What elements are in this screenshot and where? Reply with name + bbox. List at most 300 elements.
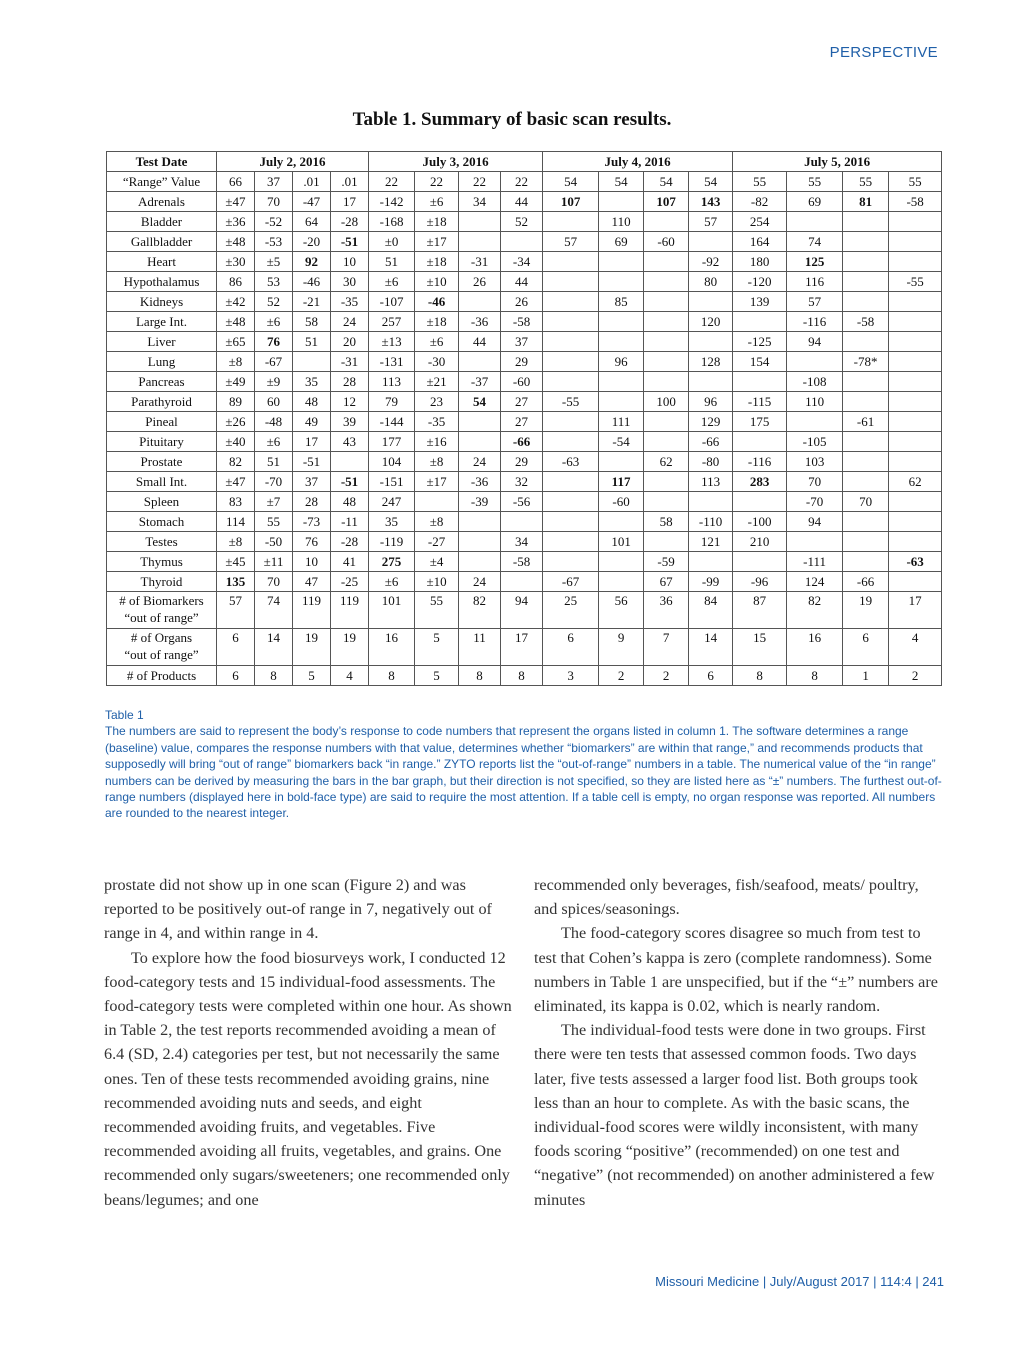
score-cell: 37 <box>501 332 543 352</box>
score-cell <box>644 412 689 432</box>
summary-cell: 82 <box>459 592 501 629</box>
summary-label <box>107 629 217 666</box>
score-cell: 283 <box>733 472 787 492</box>
score-cell <box>599 392 644 412</box>
organ-label: Liver <box>107 332 217 352</box>
range-cell: 54 <box>689 172 733 192</box>
summary-cell: 11 <box>459 629 501 666</box>
score-cell: 110 <box>599 212 644 232</box>
summary-cell: 14 <box>689 629 733 666</box>
score-cell <box>644 492 689 512</box>
score-cell: -70 <box>787 492 843 512</box>
score-cell: -110 <box>689 512 733 532</box>
score-cell: -63 <box>889 552 942 572</box>
organ-label: Hypothalamus <box>107 272 217 292</box>
score-cell: 254 <box>733 212 787 232</box>
score-cell: 101 <box>599 532 644 552</box>
score-cell <box>599 252 644 272</box>
score-cell <box>459 212 501 232</box>
summary-label-line: # of Products <box>126 668 197 683</box>
caption-text: The numbers are said to represent the body’s response to code numbers that represent the organs listed in column 1. The software determines a range (baseline) value, compares the response numbers with that value, determines whether “biomarkers” are within that range,” and recommends products that supposedly will bring “out of range” biomarkers back “in range.” ZYTO reports list the “out-of-range” numbers in a table. The numerical value of the “in range” numbers can be derived by measuring the bars in the bar graph, but their direction is not specified, so they are listed here as “±” numbers. The furthest out-of-range numbers (displayed here in bold-face type) are said to require the most attention. If a table cell is empty, no organ response was reported. All numbers are rounded to the nearest integer. <box>105 724 942 821</box>
score-cell: -55 <box>889 272 942 292</box>
organ-row <box>107 232 942 252</box>
score-cell <box>543 532 599 552</box>
score-cell: 57 <box>787 292 843 312</box>
score-cell <box>889 312 942 332</box>
score-cell: 29 <box>501 452 543 472</box>
range-cell: 22 <box>415 172 459 192</box>
summary-cell: 87 <box>733 592 787 629</box>
score-cell <box>543 292 599 312</box>
organ-row <box>107 572 942 592</box>
body-column-left <box>104 873 514 1212</box>
summary-cell: 19 <box>293 629 331 666</box>
score-cell <box>889 252 942 272</box>
summary-row <box>107 666 942 686</box>
score-cell: -116 <box>787 312 843 332</box>
score-cell: ±11 <box>255 552 293 572</box>
score-cell <box>331 452 369 472</box>
score-cell <box>689 552 733 572</box>
organ-label: Pancreas <box>107 372 217 392</box>
summary-cell: 17 <box>889 592 942 629</box>
summary-cell: 5 <box>415 629 459 666</box>
summary-cell: 8 <box>501 666 543 686</box>
score-cell: 70 <box>843 492 889 512</box>
score-cell: -67 <box>543 572 599 592</box>
organ-row <box>107 192 942 212</box>
score-cell: 10 <box>331 252 369 272</box>
score-cell: 154 <box>733 352 787 372</box>
score-cell: ±6 <box>255 432 293 452</box>
organ-row <box>107 312 942 332</box>
score-cell: 257 <box>369 312 415 332</box>
score-cell: ±6 <box>369 272 415 292</box>
score-cell: 180 <box>733 252 787 272</box>
organ-row <box>107 412 942 432</box>
score-cell <box>843 532 889 552</box>
score-cell <box>843 472 889 492</box>
score-cell <box>644 372 689 392</box>
score-cell: 107 <box>543 192 599 212</box>
score-cell: -28 <box>331 532 369 552</box>
score-cell: 37 <box>293 472 331 492</box>
score-cell: -46 <box>415 292 459 312</box>
summary-cell: 6 <box>543 629 599 666</box>
score-cell: ±65 <box>217 332 255 352</box>
score-cell: 24 <box>459 452 501 472</box>
summary-cell: 101 <box>369 592 415 629</box>
score-cell <box>543 352 599 372</box>
organ-label: Spleen <box>107 492 217 512</box>
score-cell: ±10 <box>415 572 459 592</box>
score-cell: 80 <box>689 272 733 292</box>
score-cell: 85 <box>599 292 644 312</box>
score-cell <box>459 532 501 552</box>
summary-cell: 2 <box>599 666 644 686</box>
score-cell <box>889 372 942 392</box>
score-cell <box>733 312 787 332</box>
score-cell: ±4 <box>415 552 459 572</box>
range-cell: .01 <box>331 172 369 192</box>
organ-label: Gallbladder <box>107 232 217 252</box>
score-cell <box>459 352 501 372</box>
score-cell <box>293 352 331 372</box>
score-cell: 113 <box>689 472 733 492</box>
score-cell: -58 <box>501 552 543 572</box>
score-cell: 24 <box>331 312 369 332</box>
score-cell: ±16 <box>415 432 459 452</box>
summary-cell: 8 <box>255 666 293 686</box>
score-cell: 70 <box>255 572 293 592</box>
score-cell <box>599 192 644 212</box>
summary-cell: 8 <box>369 666 415 686</box>
summary-cell: 36 <box>644 592 689 629</box>
score-cell: -58 <box>889 192 942 212</box>
score-cell: -11 <box>331 512 369 532</box>
score-cell: -54 <box>599 432 644 452</box>
organ-row <box>107 352 942 372</box>
score-cell <box>843 372 889 392</box>
score-cell: 70 <box>255 192 293 212</box>
test-date-label: Test Date <box>107 152 217 172</box>
summary-cell: 2 <box>889 666 942 686</box>
score-cell: 17 <box>293 432 331 452</box>
range-cell: 54 <box>599 172 644 192</box>
score-cell: ±6 <box>369 572 415 592</box>
score-cell <box>644 532 689 552</box>
summary-label-line: “out of range” <box>124 610 199 625</box>
score-cell <box>889 392 942 412</box>
score-cell: 164 <box>733 232 787 252</box>
range-cell: 54 <box>644 172 689 192</box>
score-cell <box>843 252 889 272</box>
score-cell: -100 <box>733 512 787 532</box>
summary-cell: 119 <box>293 592 331 629</box>
score-cell: -59 <box>644 552 689 572</box>
organ-row <box>107 432 942 452</box>
score-cell: ±48 <box>217 232 255 252</box>
summary-label-line: # of Biomarkers <box>119 593 204 608</box>
score-cell <box>843 332 889 352</box>
score-cell: 83 <box>217 492 255 512</box>
score-cell: 110 <box>787 392 843 412</box>
score-cell <box>459 232 501 252</box>
score-cell <box>543 512 599 532</box>
score-cell: 125 <box>787 252 843 272</box>
score-cell <box>889 352 942 372</box>
score-cell: ±26 <box>217 412 255 432</box>
score-cell: 104 <box>369 452 415 472</box>
score-cell: 51 <box>369 252 415 272</box>
organ-label: Testes <box>107 532 217 552</box>
score-cell: -60 <box>501 372 543 392</box>
footer-citation: Missouri Medicine | July/August 2017 | 114:4 | 241 <box>655 1274 944 1289</box>
summary-label <box>107 592 217 629</box>
score-cell <box>599 272 644 292</box>
score-cell <box>843 272 889 292</box>
score-cell: ±47 <box>217 472 255 492</box>
score-cell: 39 <box>331 412 369 432</box>
range-cell: 55 <box>787 172 843 192</box>
score-cell: ±18 <box>415 312 459 332</box>
score-cell <box>501 572 543 592</box>
score-cell <box>644 212 689 232</box>
score-cell: ±7 <box>255 492 293 512</box>
score-cell: 175 <box>733 412 787 432</box>
score-cell <box>889 332 942 352</box>
organ-label: Thyroid <box>107 572 217 592</box>
score-cell: 121 <box>689 532 733 552</box>
score-cell: 30 <box>331 272 369 292</box>
summary-cell: 6 <box>217 666 255 686</box>
organ-row <box>107 392 942 412</box>
score-cell: ±18 <box>415 212 459 232</box>
score-cell: 48 <box>293 392 331 412</box>
score-cell: 48 <box>331 492 369 512</box>
score-cell: -99 <box>689 572 733 592</box>
summary-cell: 6 <box>843 629 889 666</box>
score-cell: -39 <box>459 492 501 512</box>
score-cell: 52 <box>501 212 543 232</box>
score-cell <box>843 552 889 572</box>
organ-label: Stomach <box>107 512 217 532</box>
score-cell: 76 <box>293 532 331 552</box>
score-cell: -31 <box>331 352 369 372</box>
summary-cell: 5 <box>293 666 331 686</box>
score-cell: 51 <box>293 332 331 352</box>
score-cell: ±17 <box>415 472 459 492</box>
organ-row <box>107 292 942 312</box>
score-cell: -144 <box>369 412 415 432</box>
score-cell <box>543 472 599 492</box>
organ-row <box>107 372 942 392</box>
summary-cell: 8 <box>459 666 501 686</box>
summary-cell: 82 <box>787 592 843 629</box>
score-cell: 24 <box>459 572 501 592</box>
score-cell <box>889 292 942 312</box>
score-cell: 29 <box>501 352 543 372</box>
date-header: July 2, 2016 <box>217 152 369 172</box>
score-cell: -142 <box>369 192 415 212</box>
score-cell: -27 <box>415 532 459 552</box>
score-cell <box>543 492 599 512</box>
score-cell <box>689 332 733 352</box>
score-cell: -80 <box>689 452 733 472</box>
organ-label: Lung <box>107 352 217 372</box>
score-cell: -66 <box>689 432 733 452</box>
score-cell: -67 <box>255 352 293 372</box>
score-cell <box>843 392 889 412</box>
score-cell: ±5 <box>255 252 293 272</box>
score-cell: 35 <box>293 372 331 392</box>
score-cell: 57 <box>543 232 599 252</box>
score-cell <box>889 572 942 592</box>
score-cell: -37 <box>459 372 501 392</box>
section-label: PERSPECTIVE <box>829 44 938 61</box>
score-cell: 20 <box>331 332 369 352</box>
score-cell: -58 <box>501 312 543 332</box>
summary-cell: 6 <box>689 666 733 686</box>
score-cell: -36 <box>459 472 501 492</box>
score-cell: ±13 <box>369 332 415 352</box>
range-cell: 55 <box>889 172 942 192</box>
score-cell: ±30 <box>217 252 255 272</box>
summary-cell: 94 <box>501 592 543 629</box>
score-cell: 100 <box>644 392 689 412</box>
score-cell: 53 <box>255 272 293 292</box>
score-cell <box>543 372 599 392</box>
organ-label: Small Int. <box>107 472 217 492</box>
score-cell: 52 <box>255 292 293 312</box>
score-cell <box>787 412 843 432</box>
summary-cell: 7 <box>644 629 689 666</box>
organ-row <box>107 532 942 552</box>
score-cell: -115 <box>733 392 787 412</box>
score-cell: 103 <box>787 452 843 472</box>
score-cell <box>889 532 942 552</box>
score-cell: 23 <box>415 392 459 412</box>
score-cell: 28 <box>331 372 369 392</box>
summary-label-line: # of Organs <box>130 630 193 645</box>
score-cell: 57 <box>689 212 733 232</box>
summary-label <box>107 666 217 686</box>
score-cell: 58 <box>293 312 331 332</box>
summary-cell: 74 <box>255 592 293 629</box>
score-cell: 113 <box>369 372 415 392</box>
score-cell: 27 <box>501 412 543 432</box>
score-cell: -50 <box>255 532 293 552</box>
summary-cell: 55 <box>415 592 459 629</box>
score-cell: -48 <box>255 412 293 432</box>
summary-cell: 9 <box>599 629 644 666</box>
score-cell: -70 <box>255 472 293 492</box>
score-cell: -61 <box>843 412 889 432</box>
organ-label: Thymus <box>107 552 217 572</box>
score-cell <box>599 512 644 532</box>
score-cell <box>843 292 889 312</box>
score-cell <box>501 512 543 532</box>
summary-cell: 14 <box>255 629 293 666</box>
score-cell: ±10 <box>415 272 459 292</box>
score-cell <box>644 292 689 312</box>
table-caption <box>105 707 945 822</box>
body-paragraph: The individual-food tests were done in two groups. First there were ten tests that assessed common foods. Two days later, five tests assessed a larger food list. Both groups took less than an hour to complete. As with the basic scans, the individual-food scores were wildly inconsistent, with many foods scoring “positive” (recommended) on one test and “negative” (not recommended) on another administered a few minutes <box>534 1021 935 1209</box>
score-cell <box>644 472 689 492</box>
score-cell: -60 <box>599 492 644 512</box>
score-cell: ±6 <box>415 192 459 212</box>
score-cell <box>644 252 689 272</box>
date-header-row <box>107 152 942 172</box>
score-cell: -66 <box>843 572 889 592</box>
body-paragraph: prostate did not show up in one scan (Figure 2) and was reported to be positively out-of range in 7, negatively out of range in 4, and within range in 4. <box>104 876 492 943</box>
score-cell: 58 <box>644 512 689 532</box>
summary-cell: 4 <box>889 629 942 666</box>
score-cell: ±8 <box>217 532 255 552</box>
score-cell: -31 <box>459 252 501 272</box>
score-cell <box>543 332 599 352</box>
score-cell: -73 <box>293 512 331 532</box>
score-cell: -51 <box>331 472 369 492</box>
score-cell: -108 <box>787 372 843 392</box>
score-cell <box>733 492 787 512</box>
score-cell: -25 <box>331 572 369 592</box>
score-cell <box>889 232 942 252</box>
score-cell: 55 <box>255 512 293 532</box>
score-cell: 116 <box>787 272 843 292</box>
score-cell <box>689 292 733 312</box>
score-cell: 43 <box>331 432 369 452</box>
score-cell <box>889 492 942 512</box>
summary-cell: 19 <box>331 629 369 666</box>
score-cell <box>733 552 787 572</box>
summary-cell: 119 <box>331 592 369 629</box>
score-cell: -20 <box>293 232 331 252</box>
table-title: Table 1. Summary of basic scan results. <box>352 109 672 130</box>
summary-cell: 15 <box>733 629 787 666</box>
score-cell: -35 <box>415 412 459 432</box>
score-cell: -28 <box>331 212 369 232</box>
score-cell: -92 <box>689 252 733 272</box>
score-cell: 32 <box>501 472 543 492</box>
score-cell: 92 <box>293 252 331 272</box>
score-cell: 94 <box>787 332 843 352</box>
score-cell: -105 <box>787 432 843 452</box>
summary-cell: 16 <box>369 629 415 666</box>
score-cell: 28 <box>293 492 331 512</box>
score-cell: -35 <box>331 292 369 312</box>
score-cell: -107 <box>369 292 415 312</box>
summary-cell: 17 <box>501 629 543 666</box>
score-cell: ±8 <box>415 512 459 532</box>
range-cell: 22 <box>501 172 543 192</box>
organ-label: Large Int. <box>107 312 217 332</box>
score-cell: 117 <box>599 472 644 492</box>
score-cell: -34 <box>501 252 543 272</box>
score-cell: -55 <box>543 392 599 412</box>
score-cell <box>599 452 644 472</box>
date-header: July 4, 2016 <box>543 152 733 172</box>
organ-label: Prostate <box>107 452 217 472</box>
organ-label: Pituitary <box>107 432 217 452</box>
score-cell: 27 <box>501 392 543 412</box>
score-cell <box>889 432 942 452</box>
score-cell: 60 <box>255 392 293 412</box>
score-cell: ±48 <box>217 312 255 332</box>
scan-results-table <box>106 151 942 686</box>
summary-cell: 19 <box>843 592 889 629</box>
score-cell: 139 <box>733 292 787 312</box>
score-cell: 76 <box>255 332 293 352</box>
summary-cell: 5 <box>415 666 459 686</box>
score-cell <box>889 452 942 472</box>
score-cell: -120 <box>733 272 787 292</box>
score-cell <box>889 212 942 232</box>
organ-label: Pineal <box>107 412 217 432</box>
score-cell <box>689 492 733 512</box>
score-cell: -116 <box>733 452 787 472</box>
score-cell: ±45 <box>217 552 255 572</box>
score-cell <box>459 432 501 452</box>
score-cell <box>843 212 889 232</box>
summary-cell: 6 <box>217 629 255 666</box>
score-cell <box>689 372 733 392</box>
score-cell: 62 <box>889 472 942 492</box>
score-cell: -51 <box>293 452 331 472</box>
score-cell <box>644 432 689 452</box>
score-cell: 49 <box>293 412 331 432</box>
score-cell <box>415 492 459 512</box>
